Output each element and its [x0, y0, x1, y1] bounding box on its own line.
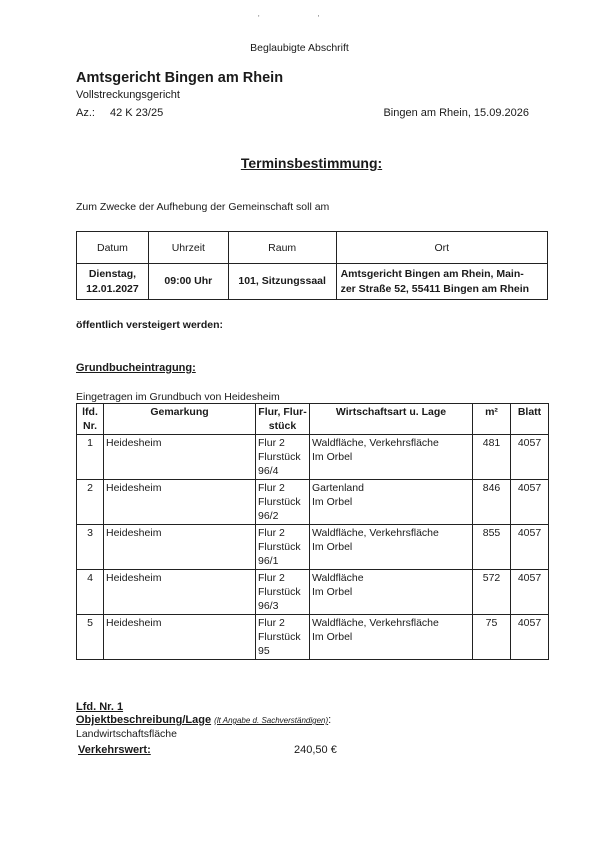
land-register-intro: Eingetragen im Grundbuch von Heidesheim [76, 391, 280, 403]
row-lage: Im Orbel [312, 586, 353, 598]
row-lage: Im Orbel [312, 541, 353, 553]
row-nr: 3 [77, 525, 104, 570]
header-gemarkung: Gemarkung [104, 404, 256, 435]
row-flur [256, 435, 310, 480]
header-flur-line2: stück [268, 420, 297, 432]
case-label: Az.: [76, 107, 95, 119]
land-register-table [76, 403, 549, 660]
header-flur-line1: Flur, Flur- [258, 406, 307, 418]
row-flurstueck-label: Flurstück [258, 496, 301, 508]
case-number-line [76, 107, 163, 119]
object-description-note: (lt Angabe d. Sachverständigen) [214, 716, 329, 725]
certified-copy-note: Beglaubigte Abschrift [250, 42, 349, 54]
row-flurstueck-nr: 96/4 [258, 465, 279, 477]
row-art: Waldfläche, Verkehrsfläche [312, 527, 439, 539]
row-flurstueck-nr: 96/2 [258, 510, 279, 522]
appointment-location-line1: Amtsgericht Bingen am Rhein, Main- [340, 267, 524, 280]
row-wirtschaftsart [310, 480, 473, 525]
court-name: Amtsgericht Bingen am Rhein [76, 70, 284, 86]
row-art: Waldfläche, Verkehrsfläche [312, 617, 439, 629]
appointment-header-row [77, 232, 548, 264]
row-lage: Im Orbel [312, 496, 353, 508]
object-description-line [76, 714, 331, 726]
row-flurstueck-label: Flurstück [258, 451, 301, 463]
row-nr: 1 [77, 435, 104, 480]
row-nr: 5 [77, 615, 104, 660]
table-row [77, 615, 549, 660]
row-nr: 2 [77, 480, 104, 525]
row-area: 855 [473, 525, 511, 570]
row-flurstueck-label: Flurstück [258, 541, 301, 553]
place-date: Bingen am Rhein, 15.09.2026 [383, 107, 529, 119]
row-area: 75 [473, 615, 511, 660]
intro-text: Zum Zwecke der Aufhebung der Gemeinschaft soll am [76, 201, 330, 213]
row-wirtschaftsart [310, 435, 473, 480]
row-flur-value: Flur 2 [258, 527, 285, 539]
row-area: 846 [473, 480, 511, 525]
auction-statement: öffentlich versteigert werden: [76, 319, 224, 331]
row-lage: Im Orbel [312, 451, 353, 463]
row-flur [256, 615, 310, 660]
table-row [77, 570, 549, 615]
appointment-row [77, 264, 548, 300]
appointment-time: 09:00 Uhr [148, 264, 228, 300]
row-flurstueck-label: Flurstück [258, 631, 301, 643]
row-lage: Im Orbel [312, 631, 353, 643]
header-lfd-nr [77, 404, 104, 435]
header-datum: Datum [77, 232, 149, 264]
header-nr: Nr. [82, 420, 97, 432]
row-blatt: 4057 [511, 525, 549, 570]
row-gemarkung: Heidesheim [104, 525, 256, 570]
appointment-date [77, 264, 149, 300]
row-area: 481 [473, 435, 511, 480]
appointment-date-value: 12.01.2027 [86, 282, 139, 295]
row-area: 572 [473, 570, 511, 615]
header-wirtschaftsart: Wirtschaftsart u. Lage [310, 404, 473, 435]
header-ort: Ort [336, 232, 547, 264]
row-flur-value: Flur 2 [258, 617, 285, 629]
row-flurstueck-label: Flurstück [258, 586, 301, 598]
row-flurstueck-nr: 95 [258, 645, 270, 657]
row-wirtschaftsart [310, 570, 473, 615]
row-blatt: 4057 [511, 615, 549, 660]
row-flurstueck-nr: 96/3 [258, 600, 279, 612]
table-row [77, 480, 549, 525]
appointment-table [76, 231, 548, 300]
appointment-location [336, 264, 547, 300]
row-art: Waldfläche, Verkehrsfläche [312, 437, 439, 449]
row-flur [256, 480, 310, 525]
header-area: m² [473, 404, 511, 435]
appointment-room: 101, Sitzungssaal [228, 264, 336, 300]
case-number: 42 K 23/25 [110, 107, 164, 119]
row-blatt: 4057 [511, 480, 549, 525]
object-description-label: Objektbeschreibung/Lage [76, 714, 212, 726]
appointment-weekday: Dienstag, [88, 267, 137, 280]
row-flur-value: Flur 2 [258, 482, 285, 494]
court-department: Vollstreckungsgericht [76, 89, 180, 101]
row-wirtschaftsart [310, 615, 473, 660]
object-description-value: Landwirtschaftsfläche [76, 728, 177, 740]
row-gemarkung: Heidesheim [104, 435, 256, 480]
row-blatt: 4057 [511, 435, 549, 480]
row-flur [256, 525, 310, 570]
table-row [77, 435, 549, 480]
row-blatt: 4057 [511, 570, 549, 615]
appointment-location-line2: zer Straße 52, 55411 Bingen am Rhein [340, 282, 530, 295]
row-gemarkung: Heidesheim [104, 570, 256, 615]
land-register-heading: Grundbucheintragung: [76, 362, 196, 374]
header-blatt: Blatt [511, 404, 549, 435]
row-flur [256, 570, 310, 615]
header-uhrzeit: Uhrzeit [148, 232, 228, 264]
row-wirtschaftsart [310, 525, 473, 570]
row-flur-value: Flur 2 [258, 437, 285, 449]
row-flur-value: Flur 2 [258, 572, 285, 584]
row-art: Waldfläche [312, 572, 364, 584]
header-flur [256, 404, 310, 435]
market-value: 240,50 € [294, 744, 337, 756]
row-art: Gartenland [312, 482, 364, 494]
table-row [77, 525, 549, 570]
header-raum: Raum [228, 232, 336, 264]
row-flurstueck-nr: 96/1 [258, 555, 279, 567]
row-gemarkung: Heidesheim [104, 480, 256, 525]
document-title: Terminsbestimmung: [240, 155, 383, 171]
market-value-label: Verkehrswert: [78, 744, 151, 756]
land-register-header-row [77, 404, 549, 435]
row-gemarkung: Heidesheim [104, 615, 256, 660]
lot-heading: Lfd. Nr. 1 [76, 701, 124, 713]
row-nr: 4 [77, 570, 104, 615]
scan-marks: ' ' [258, 14, 348, 23]
header-lfd: lfd. [82, 406, 98, 418]
object-description-colon: : [328, 714, 332, 726]
